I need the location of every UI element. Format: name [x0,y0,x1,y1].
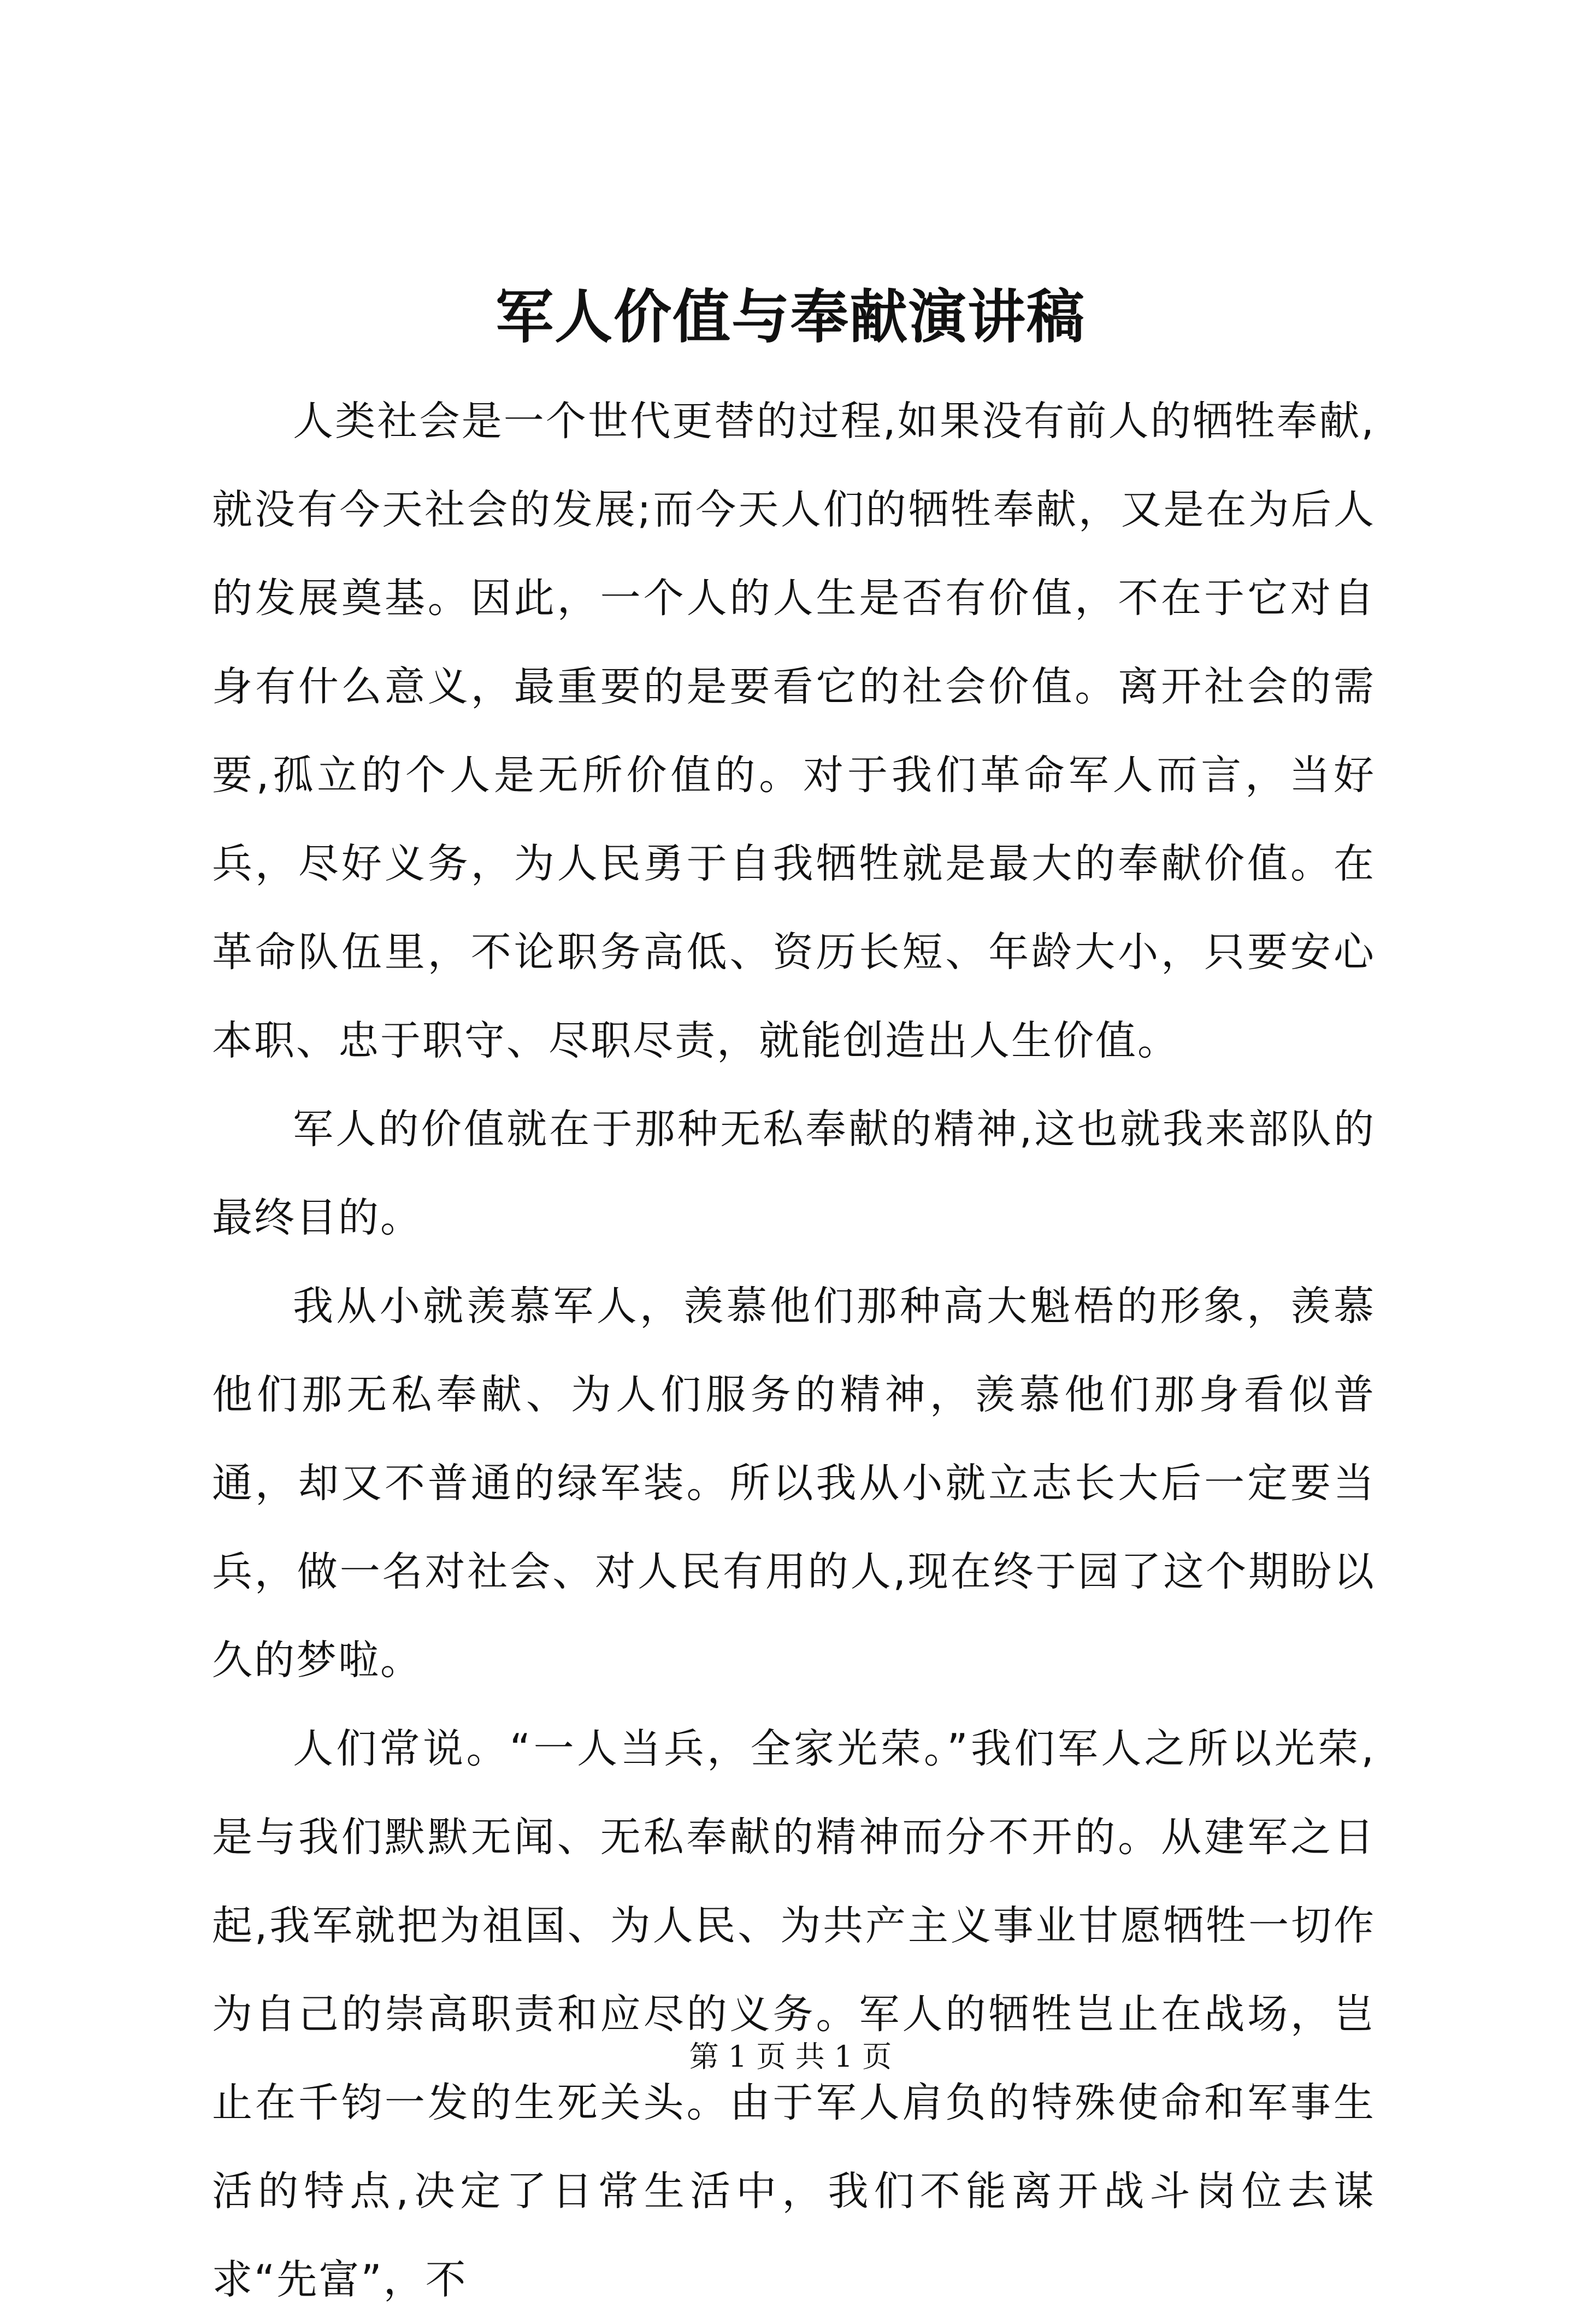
body-paragraph-3: 我从小就羡慕军人，羡慕他们那种高大魁梧的形象，羡慕他们那无私奉献、为人们服务的精神，羡慕他们那身看似普通，却又不普通的绿军装。所以我从小就立志长大后一定要当兵，做一名对社会、对人民有用的人,现在终于园了这个期盼以久的梦啦。 [212,1283,1376,1684]
body-paragraph-1: 人类社会是一个世代更替的过程,如果没有前人的牺牲奉献,就没有今天社会的发展;而今天人们的牺牲奉献，又是在为后人的发展奠基。因此，一个人的人生是否有价值，不在于它对自身有什么意义，最重要的是要看它的社会价值。离开社会的需要,孤立的个人是无所价值的。对于我们革命军人而言，当好兵，尽好义务，为人民勇于自我牺牲就是最大的奉献价值。在革命队伍里，不论职务高低、资历长短、年龄大小，只要安心本职、忠于职守、尽职尽责，就能创造出人生价值。 [212,398,1376,1064]
body-paragraph-2: 军人的价值就在于那种无私奉献的精神,这也就我来部队的最终目的。 [212,1106,1376,1241]
body-paragraph-4: 人们常说。“一人当兵，全家光荣。”我们军人之所以光荣,是与我们默默无闻、无私奉献的精神而分不开的。从建军之日起,我军就把为祖国、为人民、为共产主义事业甘愿牺牲一切作为自己的崇高职责和应尽的义务。军人的牺牲岂止在战场，岂止在千钧一发的生死关头。由于军人肩负的特殊使命和军事生活的特点,决定了日常生活中，我们不能离开战斗岗位去谋求“先富”，不 [212,1725,1376,2303]
document-body [212,377,1376,2324]
page-number-footer: 第 1 页 共 1 页 [689,2039,892,2074]
document-title: 军人价值与奉献演讲稿 [495,282,1086,351]
